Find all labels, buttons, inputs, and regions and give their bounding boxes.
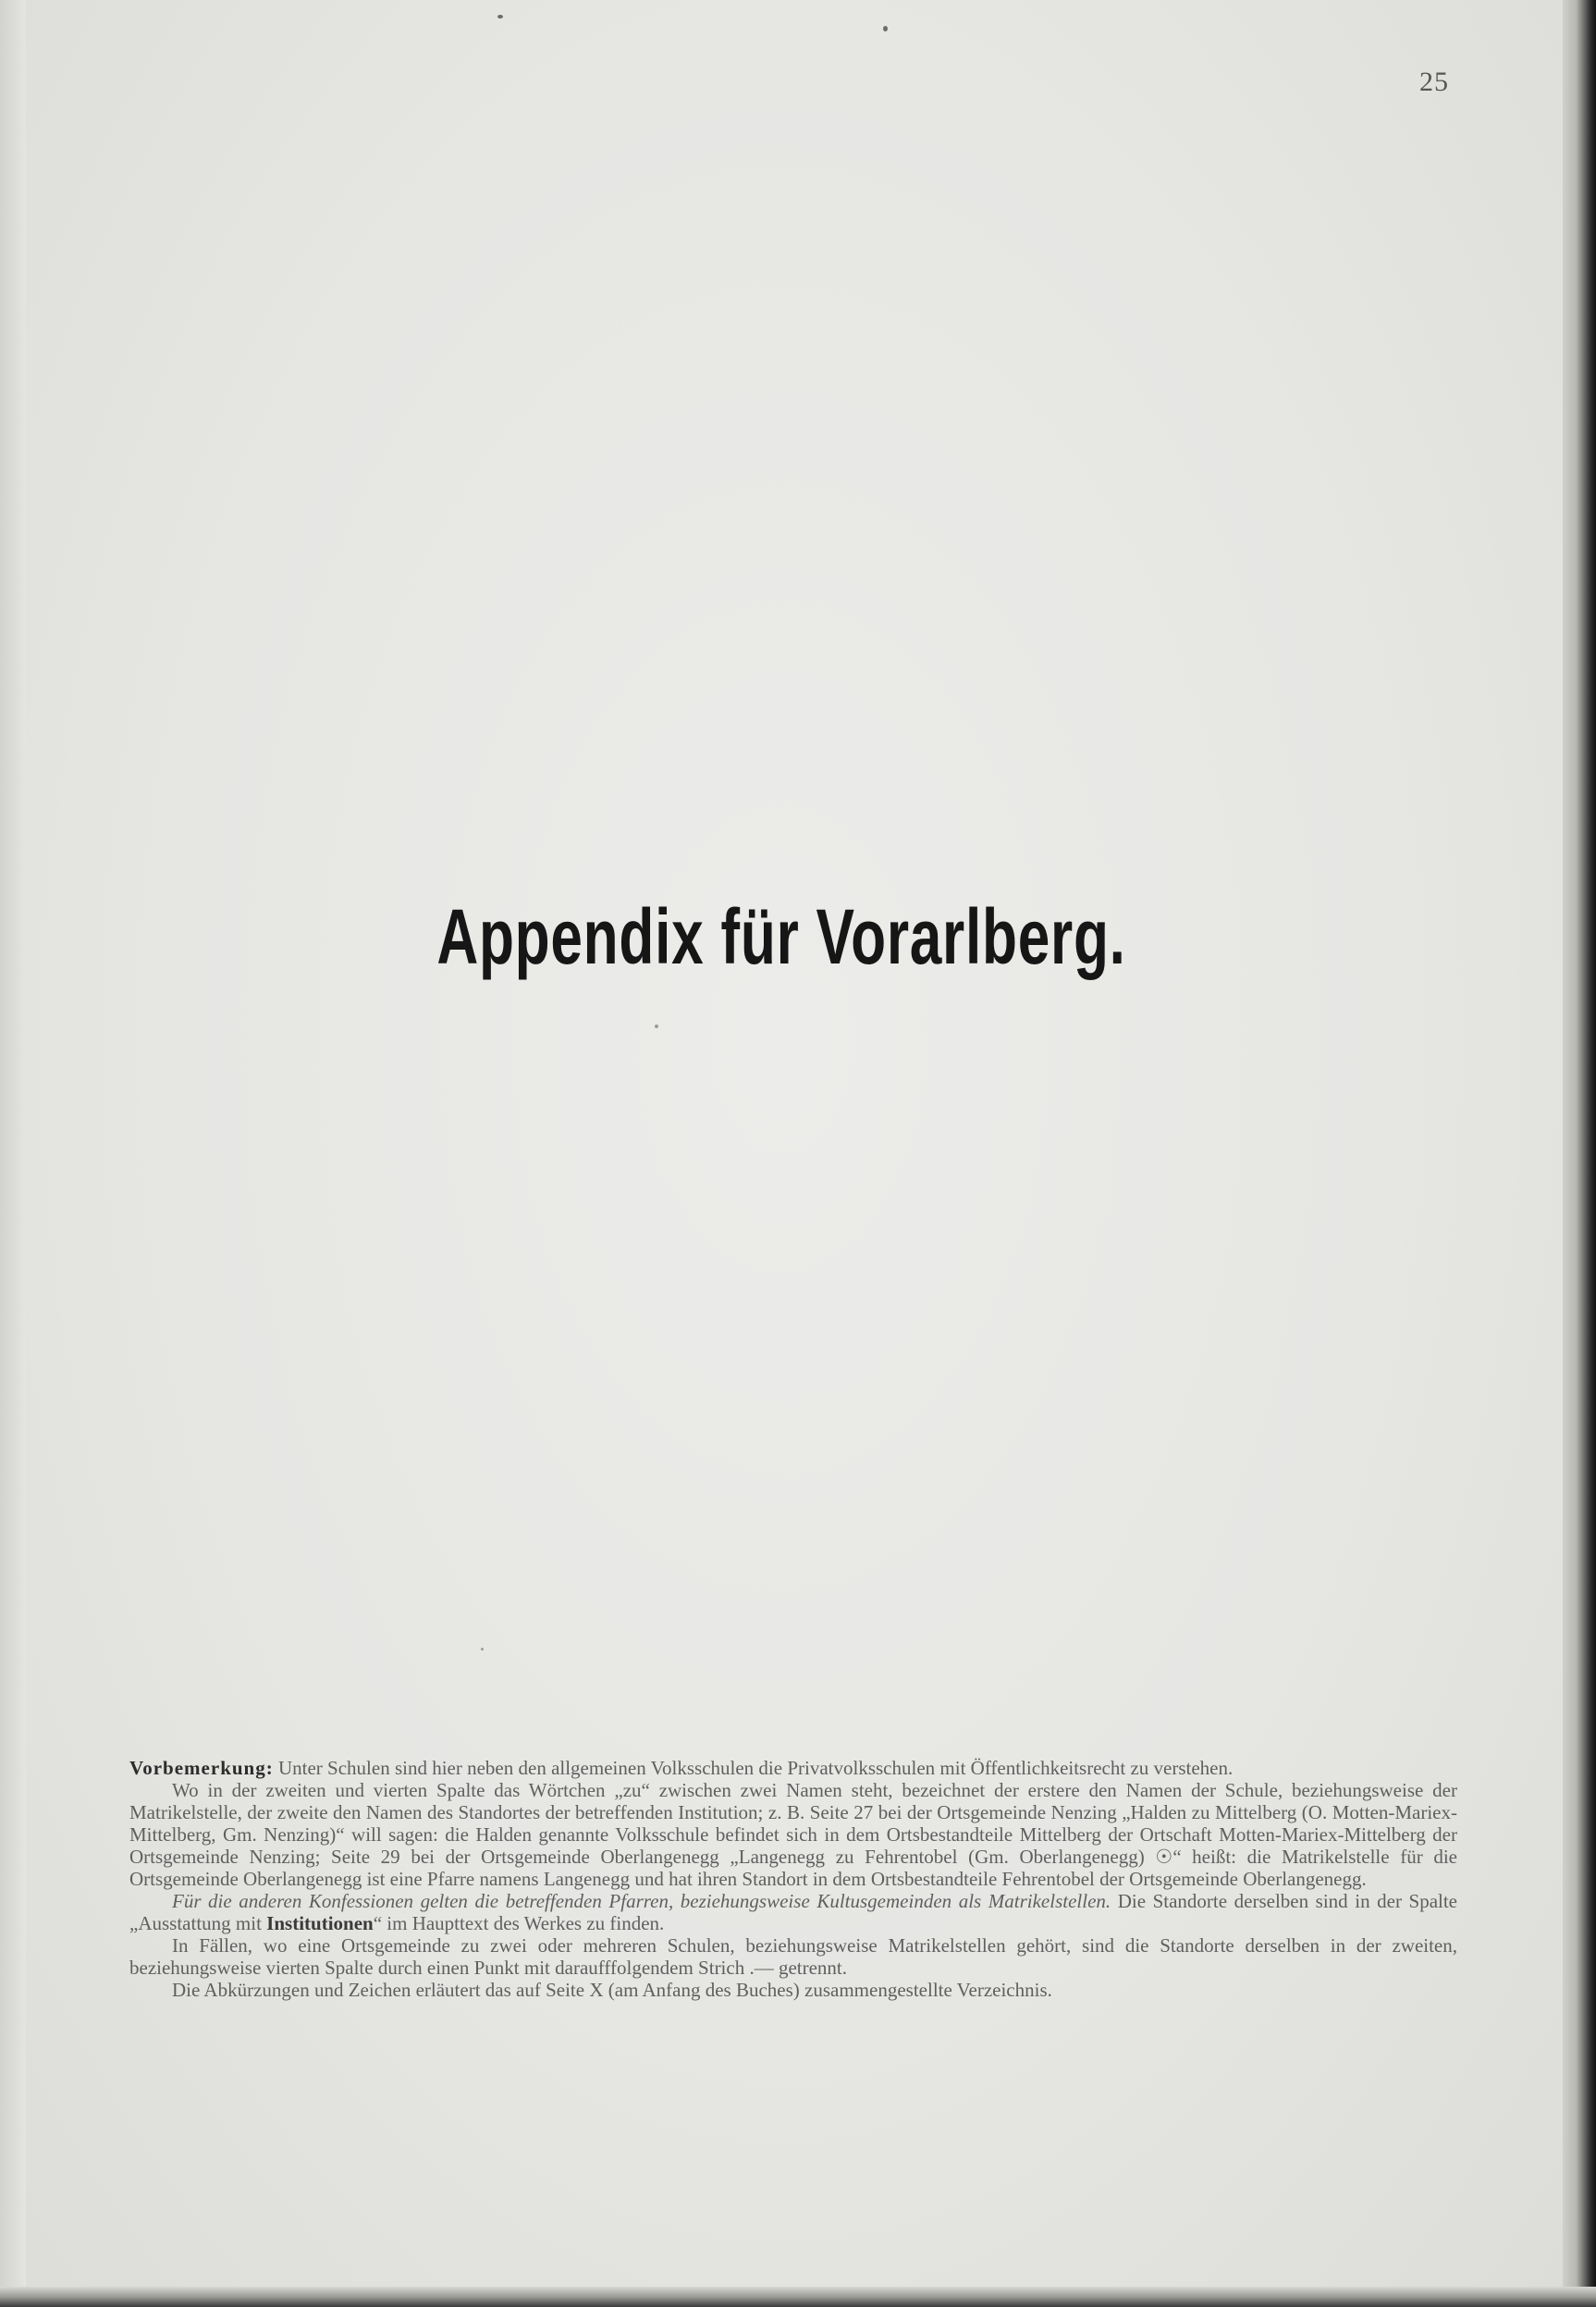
scan-speck (883, 26, 888, 31)
preliminary-remark (129, 1757, 1457, 2001)
page-bottom-edge (0, 2287, 1596, 2307)
remark-lead: Vorbemerkung: (129, 1757, 274, 1779)
page-number: 25 (1419, 67, 1449, 97)
remark-paragraph-2: Wo in der zweiten und vierten Spalte das Wörtchen „zu“ zwischen zwei Namen steht, bezeichnet der erstere den Namen der Schule, beziehungsweise der Matrikelstelle, der zweite den Namen des Standortes der betreffenden Institution; z. B. Seite 27 bei der Ortsgemeinde Nenzing „Halden zu Mittelberg (O. Motten-Mariex-Mittelberg, Gm. Nenzing)“ will sagen: die Halden genannte Volksschule befindet sich in dem Ortsbestandteile Mittelberg der Ortschaft Motten-Mariex-Mittelberg der Ortsgemeinde Nenzing; Seite 29 bei der Ortsgemeinde Oberlangenegg „Langenegg zu Fehrentobel (Gm. Oberlangenegg) ☉“ heißt: die Matrikelstelle für die Ortsgemeinde Oberlangenegg ist eine Pfarre namens Langenegg und hat ihren Standort in dem Ortsbestandteile Fehrentobel der Ortsgemeinde Oberlangenegg. (129, 1779, 1457, 1890)
page-right-edge (1563, 0, 1596, 2307)
remark-paragraph-1 (129, 1757, 1457, 1779)
remark-text-3a: Die Standorte derselben sind in der Spalte „Ausstattung mit (129, 1890, 1457, 1934)
scan-speck (655, 1025, 658, 1028)
remark-paragraph-3 (129, 1890, 1457, 1934)
remark-text-3b: “ im Haupttext des Werkes zu finden. (373, 1912, 665, 1934)
page-left-edge (0, 0, 26, 2307)
remark-text-3-bold: Institutionen (266, 1912, 374, 1934)
remark-text-3-italic: Für die anderen Konfessionen gelten die betreffenden Pfarren, beziehungsweise Kultusgemeinden als Matrikelstellen. (172, 1890, 1111, 1912)
remark-text-1: Unter Schulen sind hier neben den allgemeinen Volksschulen die Privatvolksschulen mit Öffentlichkeitsrecht zu verstehen. (277, 1757, 1234, 1779)
scan-speck (481, 1648, 484, 1650)
scan-speck (497, 15, 503, 18)
remark-paragraph-5: Die Abkürzungen und Zeichen erläutert das auf Seite X (am Anfang des Buches) zusammengestellte Verzeichnis. (172, 1979, 1052, 2001)
page-title: Appendix für Vorarlberg. (436, 893, 1126, 980)
remark-paragraph-4: In Fällen, wo eine Ortsgemeinde zu zwei oder mehreren Schulen, beziehungsweise Matrikelstellen gehört, sind die Standorte derselben in der zweiten, beziehungsweise vierten Spalte durch einen Punkt mit daraufffolgendem Strich .— getrennt. (129, 1934, 1457, 1979)
